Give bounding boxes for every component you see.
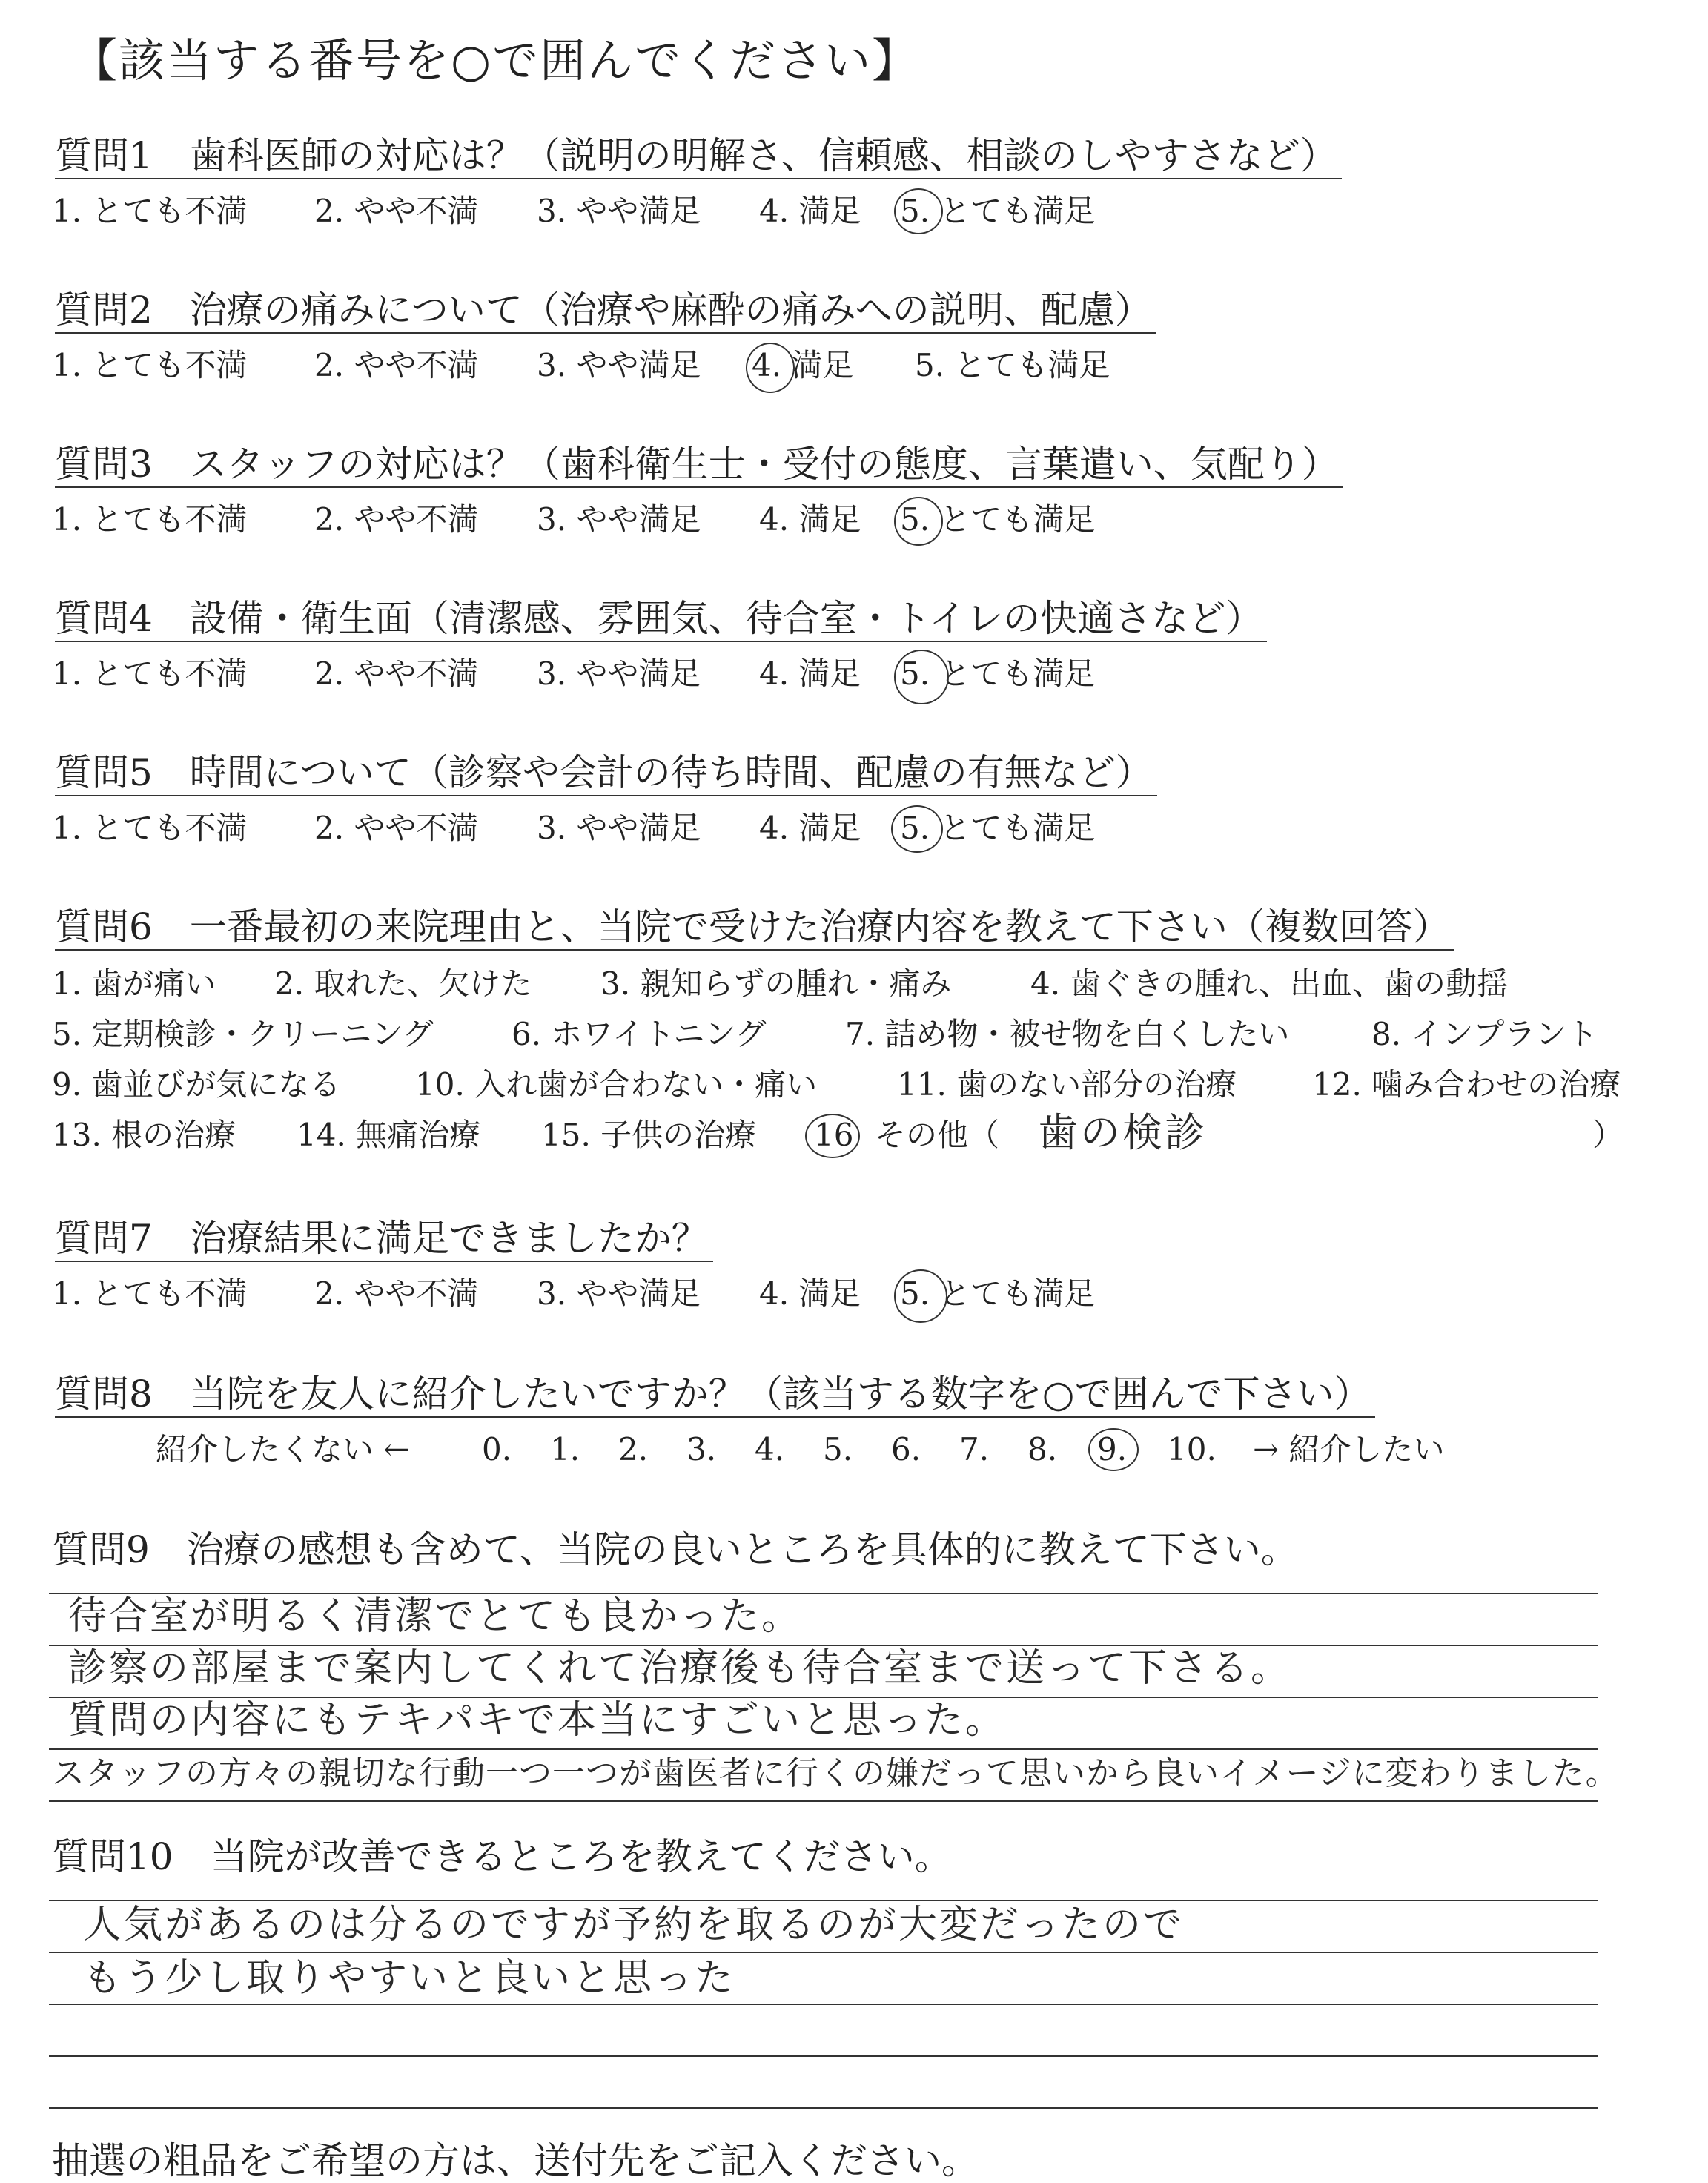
q6-option-5[interactable]: 5. 定期検診・クリーニング: [52, 1016, 434, 1052]
q6-other-label: その他（: [875, 1117, 1000, 1153]
q7-option-5[interactable]: 5. とても満足: [900, 1275, 1096, 1312]
q9-answer-line-2[interactable]: 診察の部屋まで案内してくれて治療後も待合室まで送って下さる。: [68, 1646, 1292, 1691]
q1-option-1[interactable]: 1. とても不満: [52, 193, 248, 229]
q6-option-6[interactable]: 6. ホワイトニング: [512, 1016, 767, 1052]
q6-options-row-3: [52, 1066, 1653, 1108]
q7-options: [52, 1275, 1238, 1317]
q3-option-2[interactable]: 2. やや不満: [314, 501, 479, 538]
q5-option-5[interactable]: 5. とても満足: [900, 810, 1096, 846]
q6-option-10[interactable]: 10. 入れ歯が合わない・痛い: [415, 1066, 818, 1103]
q6-other-close-paren: ）: [1592, 1117, 1624, 1153]
q6-other-handwritten[interactable]: 歯の検診: [1038, 1109, 1207, 1156]
q10-line-rule-4: [49, 2055, 1598, 2057]
q6-option-9[interactable]: 9. 歯並びが気になる: [52, 1066, 341, 1103]
q10-answer-line-2[interactable]: もう少し取りやすいと良いと思った: [83, 1956, 736, 2001]
q8-title: 質問8 当院を友人に紹介したいですか？（該当する数字を○で囲んで下さい）: [55, 1372, 1375, 1418]
q10-answer-line-1[interactable]: 人気があるのは分るのですが予約を取るのが大変だったので: [83, 1903, 1185, 1947]
q3-option-5[interactable]: 5. とても満足: [900, 501, 1096, 538]
q2-selection-circle: [746, 343, 795, 393]
q8-selection-circle: [1088, 1428, 1139, 1471]
q8-scale-9[interactable]: 9.: [1097, 1431, 1128, 1467]
q3-title: 質問3 スタッフの対応は？（歯科衛生士・受付の態度、言葉遣い、気配り）: [55, 442, 1343, 488]
q6-option-13[interactable]: 13. 根の治療: [52, 1117, 236, 1153]
q8-scale-10[interactable]: 10.: [1167, 1431, 1217, 1467]
q8-scale-3[interactable]: 3.: [686, 1431, 717, 1467]
q7-option-3[interactable]: 3. やや満足: [537, 1275, 701, 1312]
q1-option-4[interactable]: 4. 満足: [759, 193, 861, 229]
q6-selection-circle: [805, 1114, 860, 1158]
q10-line-rule-2: [49, 1952, 1598, 1953]
q2-option-2[interactable]: 2. やや不満: [314, 347, 479, 383]
q7-option-4[interactable]: 4. 満足: [759, 1275, 861, 1312]
q7-option-1[interactable]: 1. とても不満: [52, 1275, 248, 1312]
q2-option-3[interactable]: 3. やや満足: [537, 347, 701, 383]
q8-scale-6[interactable]: 6.: [891, 1431, 921, 1467]
q9-answer-line-4[interactable]: スタッフの方々の親切な行動一つ一つが歯医者に行くの嫌だって思いから良いイメージに変わりました。: [52, 1754, 1619, 1792]
q1-selection-circle: [894, 188, 943, 234]
q3-option-1[interactable]: 1. とても不満: [52, 501, 248, 538]
q5-selection-circle: [891, 805, 943, 853]
q10-line-rule-5: [49, 2107, 1598, 2109]
q6-option-15[interactable]: 15. 子供の治療: [541, 1117, 757, 1153]
q1-option-5[interactable]: 5. とても満足: [900, 193, 1096, 229]
q8-scale-7[interactable]: 7.: [959, 1431, 990, 1467]
q2-option-1[interactable]: 1. とても不満: [52, 347, 248, 383]
q5-option-2[interactable]: 2. やや不満: [314, 810, 479, 846]
q9-answer-line-3[interactable]: 質問の内容にもテキパキで本当にすごいと思った。: [68, 1698, 1007, 1743]
q1-title: 質問1 歯科医師の対応は？（説明の明解さ、信頼感、相談のしやすさなど）: [55, 133, 1342, 179]
q6-option-16[interactable]: 16: [814, 1117, 854, 1153]
q4-option-5[interactable]: 5. とても満足: [900, 655, 1096, 692]
q9-answer-line-1[interactable]: 待合室が明るく清潔でとても良かった。: [68, 1594, 803, 1639]
q9-title: 質問9 治療の感想も含めて、当院の良いところを具体的に教えて下さい。: [52, 1528, 1298, 1571]
q3-option-4[interactable]: 4. 満足: [759, 501, 861, 538]
q6-options-row-2: [52, 1016, 1646, 1057]
q3-options: [52, 501, 1238, 543]
q2-options: [52, 347, 1238, 389]
q5-title: 質問5 時間について（診察や会計の待ち時間、配慮の有無など）: [55, 750, 1157, 796]
q2-option-4[interactable]: 4. 満足: [752, 347, 854, 383]
q2-title: 質問2 治療の痛みについて（治療や麻酔の痛みへの説明、配慮）: [55, 288, 1156, 334]
q6-option-8[interactable]: 8. インプラント: [1371, 1016, 1598, 1052]
q6-option-3[interactable]: 3. 親知らずの腫れ・痛み: [600, 965, 952, 1002]
q6-option-14[interactable]: 14. 無痛治療: [297, 1117, 481, 1153]
instruction-header: 【該当する番号を○で囲んでください】: [71, 33, 920, 87]
q7-title: 質問7 治療結果に満足できましたか？: [55, 1216, 713, 1262]
q4-option-3[interactable]: 3. やや満足: [537, 655, 701, 692]
q5-option-3[interactable]: 3. やや満足: [537, 810, 701, 846]
q8-scale-1[interactable]: 1.: [550, 1431, 580, 1467]
q10-title: 質問10 当院が改善できるところを教えてください。: [52, 1835, 952, 1878]
q1-options: [52, 193, 1238, 234]
q4-option-4[interactable]: 4. 満足: [759, 655, 861, 692]
q9-line-rule-5: [49, 1800, 1598, 1802]
q8-scale-5[interactable]: 5.: [823, 1431, 853, 1467]
q6-title: 質問6 一番最初の来院理由と、当院で受けた治療内容を教えて下さい（複数回答）: [55, 905, 1454, 951]
q3-selection-circle: [894, 497, 943, 546]
q4-options: [52, 655, 1238, 697]
q6-option-7[interactable]: 7. 詰め物・被せ物を白くしたい: [845, 1016, 1290, 1052]
q10-line-rule-1: [49, 1900, 1598, 1901]
q1-option-3[interactable]: 3. やや満足: [537, 193, 701, 229]
q6-options-row-4: [52, 1109, 1646, 1161]
q4-option-1[interactable]: 1. とても不満: [52, 655, 248, 692]
q5-option-4[interactable]: 4. 満足: [759, 810, 861, 846]
q6-option-2[interactable]: 2. 取れた、欠けた: [274, 965, 532, 1002]
q7-option-2[interactable]: 2. やや不満: [314, 1275, 479, 1312]
q8-scale-8[interactable]: 8.: [1027, 1431, 1058, 1467]
q6-options-row-1: [52, 965, 1646, 1007]
q8-right-label: → 紹介したい: [1253, 1431, 1445, 1467]
q4-title: 質問4 設備・衛生面（清潔感、雰囲気、待合室・トイレの快適さなど）: [55, 596, 1267, 642]
footer-instruction: 抽選の粗品をご希望の方は、送付先をご記入ください。: [52, 2139, 979, 2182]
q4-selection-circle: [894, 650, 949, 704]
q10-line-rule-3: [49, 2004, 1598, 2005]
q9-line-rule-4: [49, 1748, 1598, 1750]
q6-option-1[interactable]: 1. 歯が痛い: [52, 965, 216, 1002]
q2-option-5[interactable]: 5. とても満足: [915, 347, 1110, 383]
q8-scale: [156, 1431, 1490, 1473]
q3-option-3[interactable]: 3. やや満足: [537, 501, 701, 538]
q6-option-11[interactable]: 11. 歯のない部分の治療: [897, 1066, 1237, 1103]
q6-option-12[interactable]: 12. 噛み合わせの治療: [1312, 1066, 1621, 1103]
q8-scale-4[interactable]: 4.: [755, 1431, 785, 1467]
q8-left-label: 紹介したくない ←: [156, 1431, 410, 1467]
q8-scale-2[interactable]: 2.: [618, 1431, 649, 1467]
q8-scale-0[interactable]: 0.: [482, 1431, 512, 1467]
q7-selection-circle: [894, 1269, 947, 1323]
q4-option-2[interactable]: 2. やや不満: [314, 655, 479, 692]
q6-option-4[interactable]: 4. 歯ぐきの腫れ、出血、歯の動揺: [1030, 965, 1508, 1002]
q1-option-2[interactable]: 2. やや不満: [314, 193, 479, 229]
q5-option-1[interactable]: 1. とても不満: [52, 810, 248, 846]
q5-options: [52, 810, 1238, 851]
